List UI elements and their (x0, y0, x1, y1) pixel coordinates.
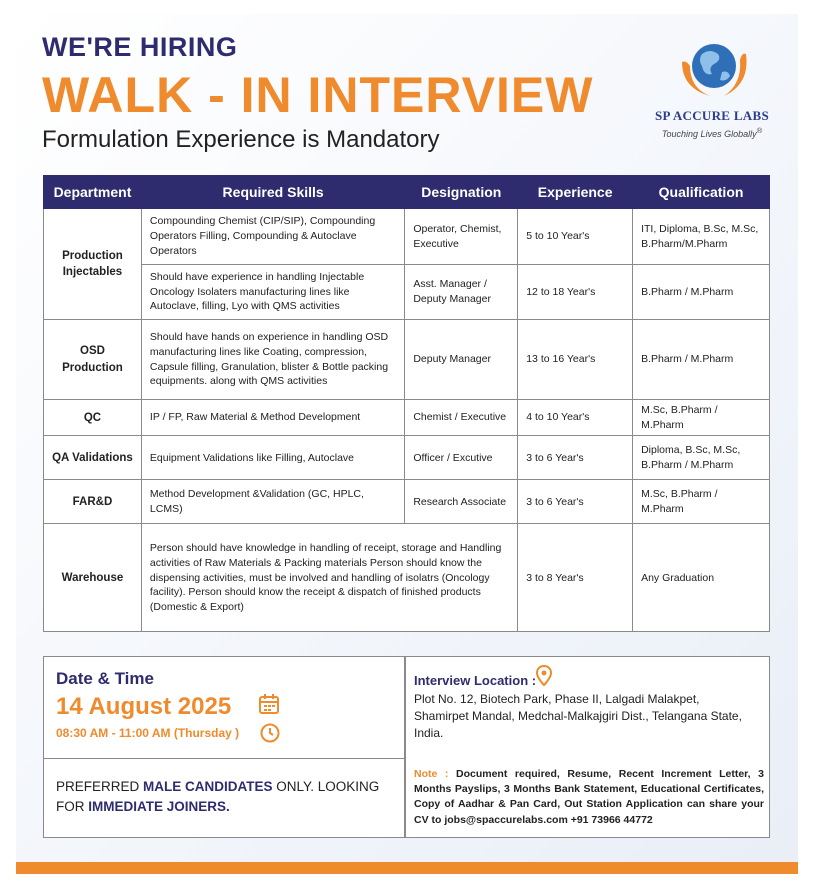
table-row (44, 400, 770, 436)
hiring-heading: WE'RE HIRING (42, 32, 238, 62)
designation-cell: Officer / Excutive (405, 436, 518, 480)
designation-cell: Research Associate (405, 480, 518, 524)
skills-cell: Equipment Validations like Filling, Autoclave (141, 436, 404, 480)
department-cell: QC (44, 400, 142, 436)
preference-box (43, 758, 405, 838)
header-experience: Experience (518, 176, 633, 209)
experience-cell: 5 to 10 Year's (518, 209, 633, 265)
qualification-cell: B.Pharm / M.Pharm (633, 320, 770, 400)
department-cell: Production Injectables (44, 209, 142, 320)
table-row (44, 524, 770, 632)
experience-cell: 3 to 8 Year's (518, 524, 633, 632)
department-cell: FAR&D (44, 480, 142, 524)
table-header-row (44, 176, 770, 209)
department-cell: QA Validations (44, 436, 142, 480)
company-logo (642, 34, 782, 144)
jobs-table (43, 175, 770, 632)
date-time-label: Date & Time (56, 669, 154, 688)
walk-in-title: WALK - IN INTERVIEW (42, 67, 594, 123)
experience-cell: 4 to 10 Year's (518, 400, 633, 436)
table-row (44, 320, 770, 400)
experience-cell: 13 to 16 Year's (518, 320, 633, 400)
qualification-cell: ITI, Diploma, B.Sc, M.Sc, B.Pharm/M.Pharm (633, 209, 770, 265)
qualification-cell: M.Sc, B.Pharm / M.Pharm (633, 400, 770, 436)
qualification-cell: Diploma, B.Sc, M.Sc, B.Pharm / M.Pharm (633, 436, 770, 480)
interview-time: 08:30 AM - 11:00 AM (Thursday ) (56, 726, 240, 740)
qualification-cell: M.Sc, B.Pharm / M.Pharm (633, 480, 770, 524)
experience-cell: 3 to 6 Year's (518, 480, 633, 524)
table-row (44, 209, 770, 265)
location-pin-icon (536, 665, 552, 687)
header-skills: Required Skills (141, 176, 404, 209)
designation-cell: Operator, Chemist, Executive (405, 209, 518, 265)
designation-cell: Deputy Manager (405, 320, 518, 400)
qualification-cell: Any Graduation (633, 524, 770, 632)
skills-cell: Method Development &Validation (GC, HPLC, LCMS) (141, 480, 404, 524)
skills-cell: Compounding Chemist (CIP/SIP), Compounding Operators Filling, Compounding & Autoclave Operators (141, 209, 404, 265)
table-row (44, 480, 770, 524)
skills-cell: Should have hands on experience in handling OSD manufacturing lines like Coating, compression, Capsule filling, Granulation, blister & Bottle packing equipments. along with QMS activities (141, 320, 404, 400)
header-qualification: Qualification (633, 176, 770, 209)
calendar-icon (258, 693, 280, 715)
bottom-accent-bar (16, 862, 798, 874)
qualification-cell: B.Pharm / M.Pharm (633, 265, 770, 320)
table-row (44, 436, 770, 480)
experience-cell: 3 to 6 Year's (518, 436, 633, 480)
location-label: Interview Location : (414, 673, 537, 688)
department-cell: OSD Production (44, 320, 142, 400)
globe-hands-icon (672, 34, 752, 106)
clock-icon (260, 723, 280, 743)
department-cell: Warehouse (44, 524, 142, 632)
designation-cell: Chemist / Executive (405, 400, 518, 436)
logo-tagline: Touching Lives Globally® (661, 126, 763, 139)
location-address: Plot No. 12, Biotech Park, Phase II, Lalgadi Malakpet, Shamirpet Mandal, Medchal-Malkajgiri Dist., Telangana State, India. (414, 692, 742, 740)
note-label: Note : (414, 768, 449, 780)
preference-text: PREFERRED MALE CANDIDATES ONLY. LOOKING FOR IMMEDIATE JOINERS. (56, 779, 380, 815)
table-row (44, 265, 770, 320)
date-time-box (43, 656, 405, 758)
skills-cell: Should have experience in handling Injectable Oncology Isolaters manufacturing lines like Autoclave, filling, Lyo with QMS activities (141, 265, 404, 320)
interview-date: 14 August 2025 (56, 693, 232, 720)
skills-cell: IP / FP, Raw Material & Method Development (141, 400, 404, 436)
note-text: Note : Document required, Resume, Recent Increment Letter, 3 Months Payslips, 3 Months Bank Statement, Educational Certificates, Copy of Aadhar & Pan Card, Out Station Application can share your CV to jobs@spaccurelabs.com +91 73966 44772 (414, 768, 764, 826)
subtitle: Formulation Experience is Mandatory (42, 126, 440, 153)
header-designation: Designation (405, 176, 518, 209)
header-department: Department (44, 176, 142, 209)
skills-cell: Person should have knowledge in handling of receipt, storage and Handling activities of Raw Materials & Packing materials Person should know the dispensing activities, must be involved and handling of isolatrs (Oncology facility). Person should know the receipt & dispatch of finished products (Domestic & Export) (141, 524, 517, 632)
designation-cell: Asst. Manager / Deputy Manager (405, 265, 518, 320)
experience-cell: 12 to 18 Year's (518, 265, 633, 320)
logo-name: SP ACCURE LABS (654, 108, 769, 123)
location-box (405, 656, 770, 838)
